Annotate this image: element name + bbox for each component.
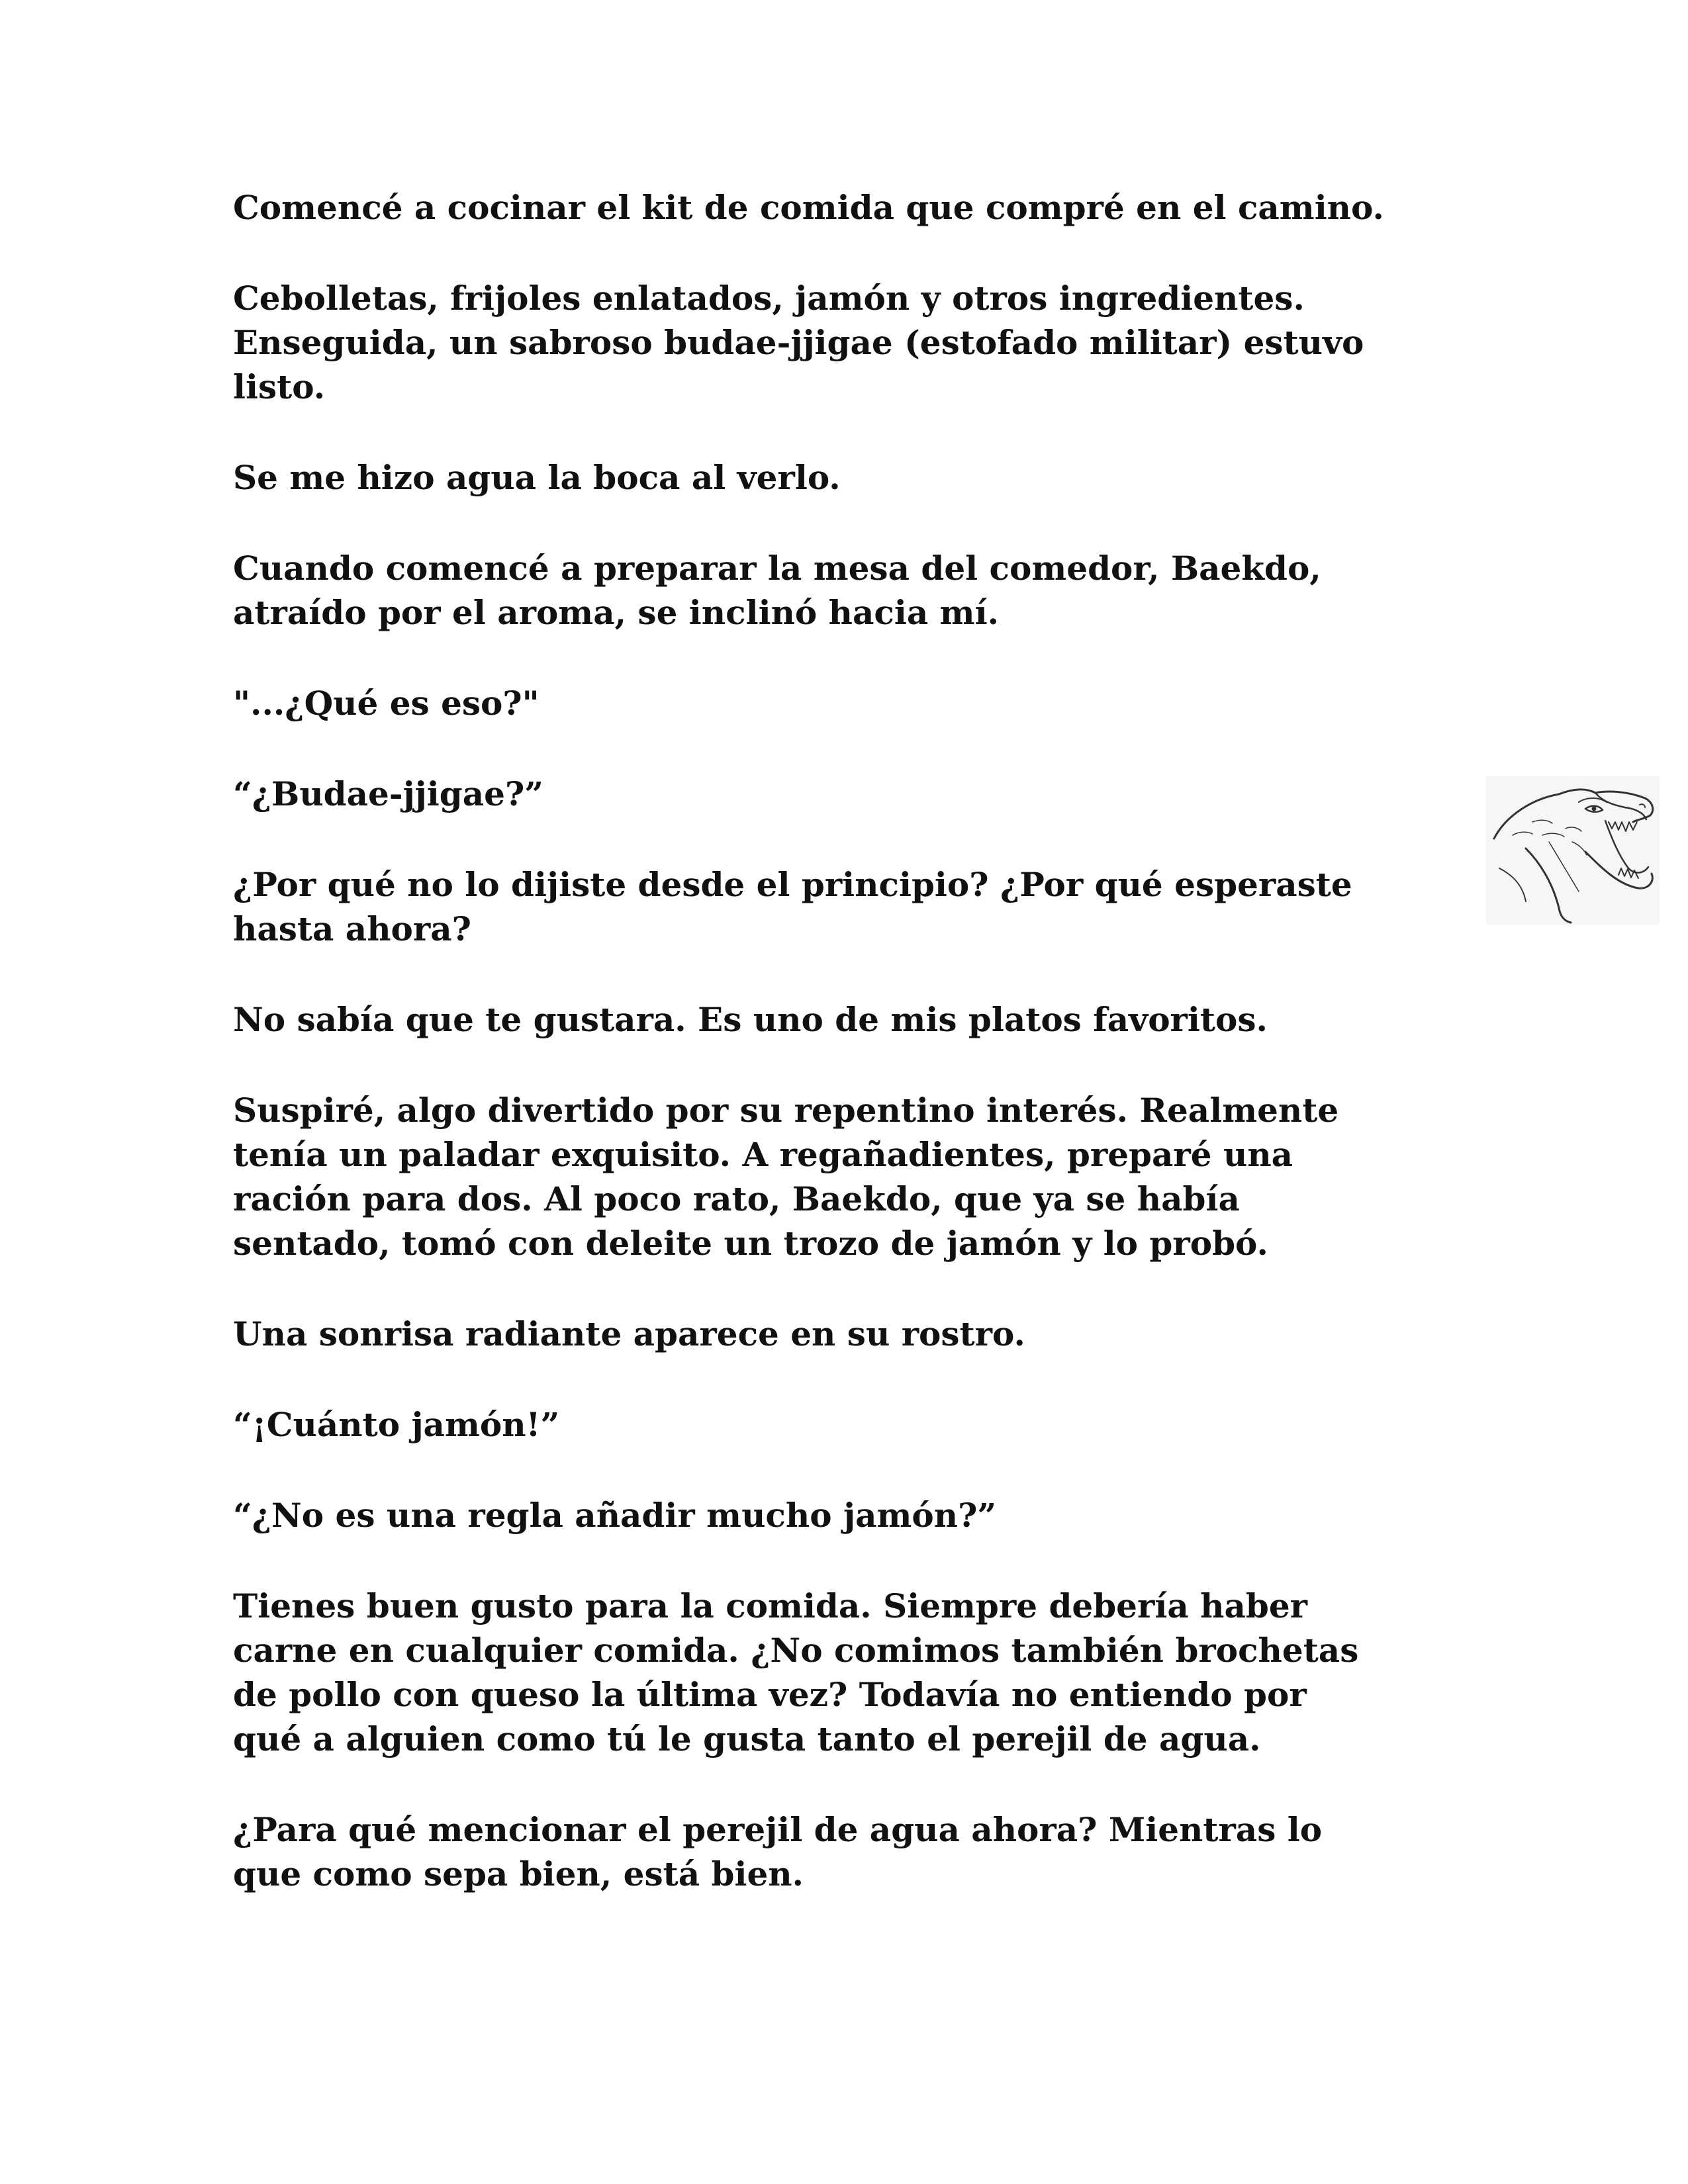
paragraph: “¡Cuánto jamón!” <box>233 1405 560 1444</box>
paragraph: ¿Por qué no lo dijiste desde el principio? ¿Por qué esperaste hasta ahora? <box>233 865 1352 948</box>
paragraph: Comencé a cocinar el kit de comida que compré en el camino. <box>233 188 1384 227</box>
body-text <box>233 185 1451 1942</box>
paragraph: Suspiré, algo divertido por su repentino interés. Realmente tenía un paladar exquisito. A regañadientes, preparé una ración para dos. Al poco rato, Baekdo, que ya se había sentado, tomó con deleite un trozo de jamón y lo probó. <box>233 1091 1339 1263</box>
paragraph: “¿No es una regla añadir mucho jamón?” <box>233 1496 997 1535</box>
paragraph: Cebolletas, frijoles enlatados, jamón y otros ingredientes. Enseguida, un sabroso budae-jjigae (estofado militar) estuvo listo. <box>233 279 1364 406</box>
paragraph: “¿Budae-jjigae?” <box>233 774 543 813</box>
dinosaur-sketch-icon <box>1486 776 1660 925</box>
paragraph: No sabía que te gustara. Es uno de mis platos favoritos. <box>233 1000 1268 1039</box>
paragraph: Se me hizo agua la boca al verlo. <box>233 458 841 497</box>
paragraph: ¿Para qué mencionar el perejil de agua ahora? Mientras lo que como sepa bien, está bien. <box>233 1810 1323 1893</box>
paragraph: Una sonrisa radiante aparece en su rostro. <box>233 1314 1025 1353</box>
paragraph: "...¿Qué es eso?" <box>233 684 539 723</box>
paragraph: Cuando comencé a preparar la mesa del comedor, Baekdo, atraído por el aroma, se inclinó hacia mí. <box>233 549 1321 632</box>
paragraph: Tienes buen gusto para la comida. Siempre debería haber carne en cualquier comida. ¿No comimos también brochetas de pollo con queso la última vez? Todavía no entiendo por qué a alguien como tú le gusta tanto el perejil de agua. <box>233 1586 1359 1758</box>
